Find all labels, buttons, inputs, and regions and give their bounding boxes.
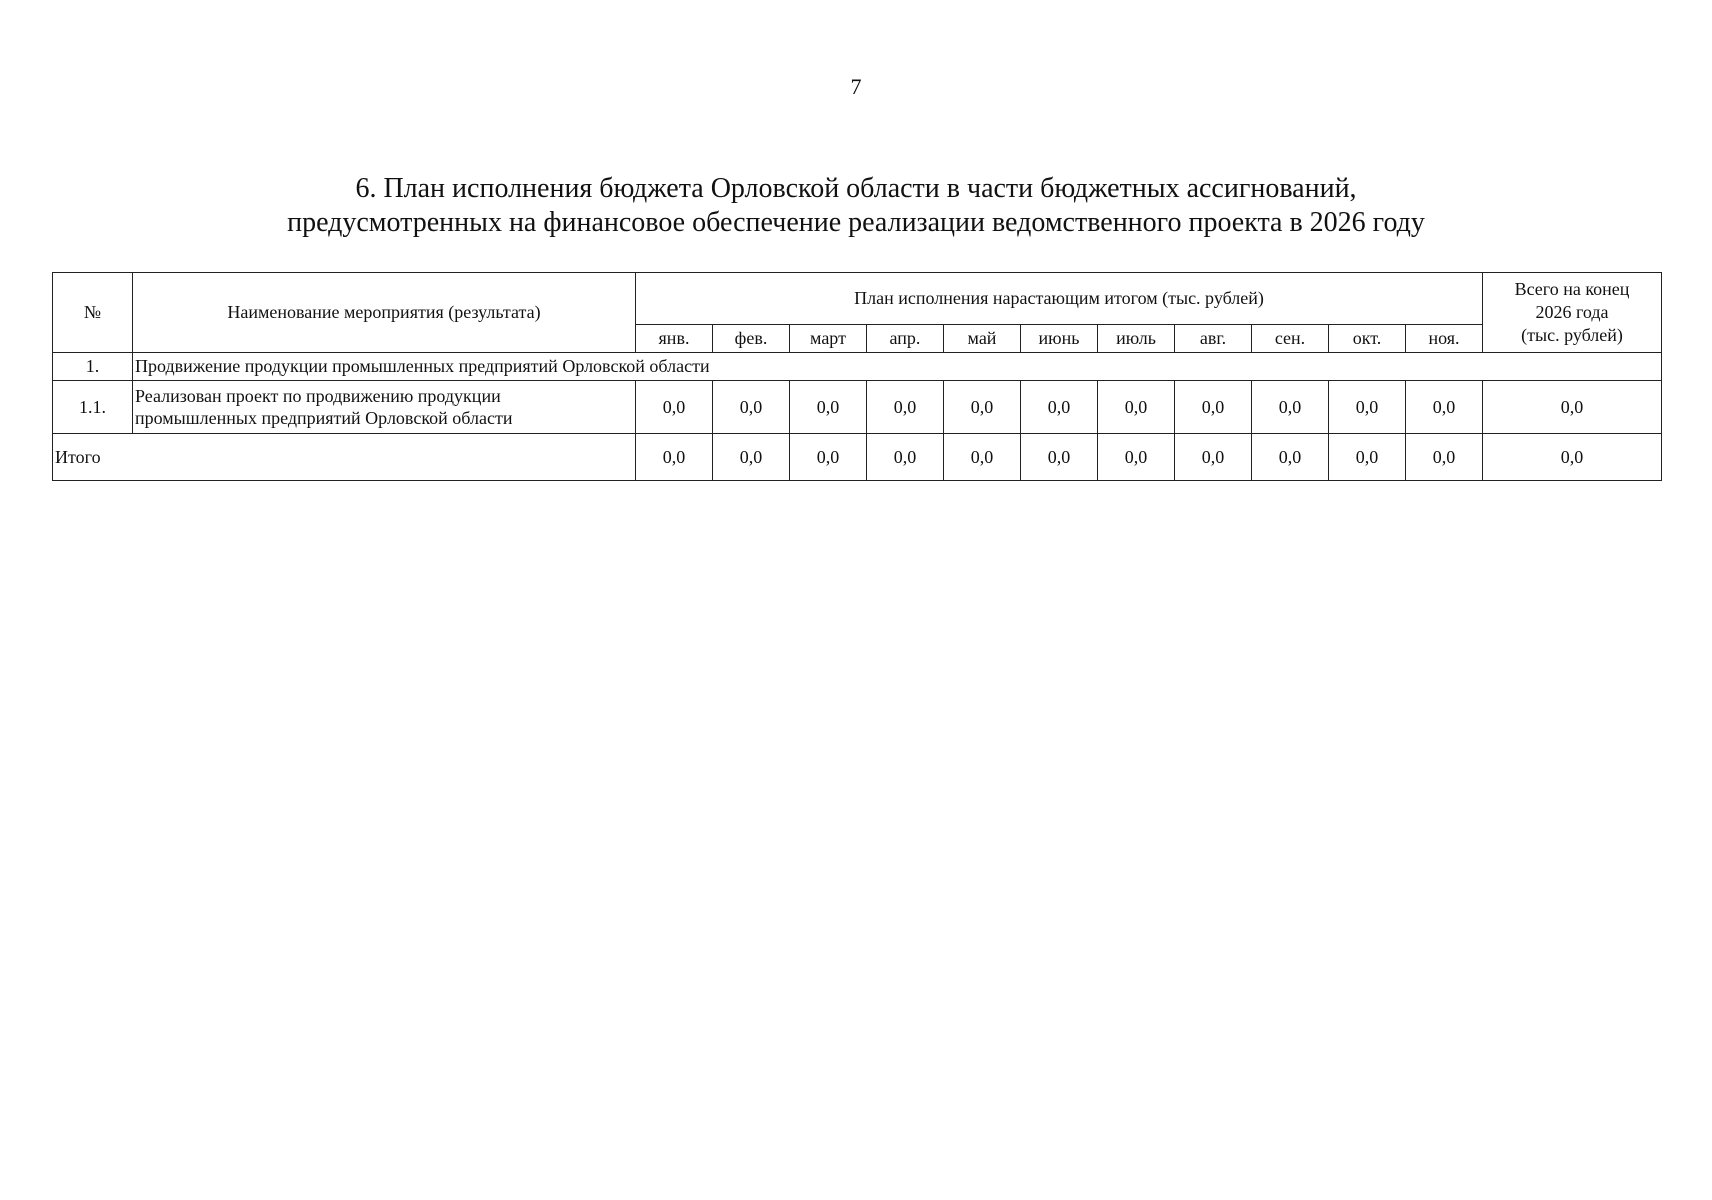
page-title: [0, 172, 1712, 240]
totals-month-value: 0,0: [1175, 434, 1252, 481]
totals-month-value: 0,0: [867, 434, 944, 481]
totals-row: [53, 434, 1662, 481]
item-month-value: 0,0: [1098, 381, 1175, 434]
item-month-value: 0,0: [636, 381, 713, 434]
header-month: авг.: [1175, 325, 1252, 353]
totals-month-value: 0,0: [713, 434, 790, 481]
totals-month-value: 0,0: [944, 434, 1021, 481]
totals-grand-total: 0,0: [1483, 434, 1662, 481]
item-name-line-1: Реализован проект по продвижению продукции: [135, 386, 501, 406]
title-line-2: предусмотренных на финансовое обеспечение реализации ведомственного проекта в 2026 году: [287, 207, 1425, 238]
item-month-value: 0,0: [1175, 381, 1252, 434]
section-number: 1.: [53, 353, 133, 381]
totals-label: Итого: [53, 434, 636, 481]
header-month: сен.: [1252, 325, 1329, 353]
item-month-value: 0,0: [1406, 381, 1483, 434]
header-total-line-3: (тыс. рублей): [1521, 325, 1623, 345]
header-total-line-1: Всего на конец: [1514, 279, 1630, 299]
header-month: окт.: [1329, 325, 1406, 353]
header-month: ноя.: [1406, 325, 1483, 353]
item-month-value: 0,0: [1329, 381, 1406, 434]
header-total-line-2: 2026 года: [1535, 302, 1609, 322]
table-row: [53, 381, 1662, 434]
header-month: март: [790, 325, 867, 353]
header-month: июнь: [1021, 325, 1098, 353]
header-number: №: [53, 273, 133, 353]
totals-month-value: 0,0: [1021, 434, 1098, 481]
item-month-value: 0,0: [713, 381, 790, 434]
header-month: фев.: [713, 325, 790, 353]
item-name-line-2: промышленных предприятий Орловской области: [135, 408, 513, 428]
budget-plan-table: [52, 272, 1662, 481]
section-title: Продвижение продукции промышленных предприятий Орловской области: [133, 353, 1662, 381]
item-month-value: 0,0: [790, 381, 867, 434]
totals-month-value: 0,0: [1406, 434, 1483, 481]
header-total: [1483, 273, 1662, 353]
item-month-value: 0,0: [1021, 381, 1098, 434]
item-name: [133, 381, 636, 434]
totals-month-value: 0,0: [1252, 434, 1329, 481]
totals-month-value: 0,0: [790, 434, 867, 481]
section-row: [53, 353, 1662, 381]
totals-month-value: 0,0: [636, 434, 713, 481]
item-month-value: 0,0: [867, 381, 944, 434]
totals-month-value: 0,0: [1329, 434, 1406, 481]
title-line-1: 6. План исполнения бюджета Орловской области в части бюджетных ассигнований,: [355, 173, 1357, 204]
header-month: июль: [1098, 325, 1175, 353]
page-number: 7: [850, 74, 862, 99]
item-month-value: 0,0: [944, 381, 1021, 434]
header-plan: План исполнения нарастающим итогом (тыс. рублей): [636, 273, 1483, 325]
totals-month-value: 0,0: [1098, 434, 1175, 481]
header-name: Наименование мероприятия (результата): [133, 273, 636, 353]
item-total-value: 0,0: [1483, 381, 1662, 434]
header-month: янв.: [636, 325, 713, 353]
item-month-value: 0,0: [1252, 381, 1329, 434]
header-month: апр.: [867, 325, 944, 353]
header-month: май: [944, 325, 1021, 353]
item-number: 1.1.: [53, 381, 133, 434]
